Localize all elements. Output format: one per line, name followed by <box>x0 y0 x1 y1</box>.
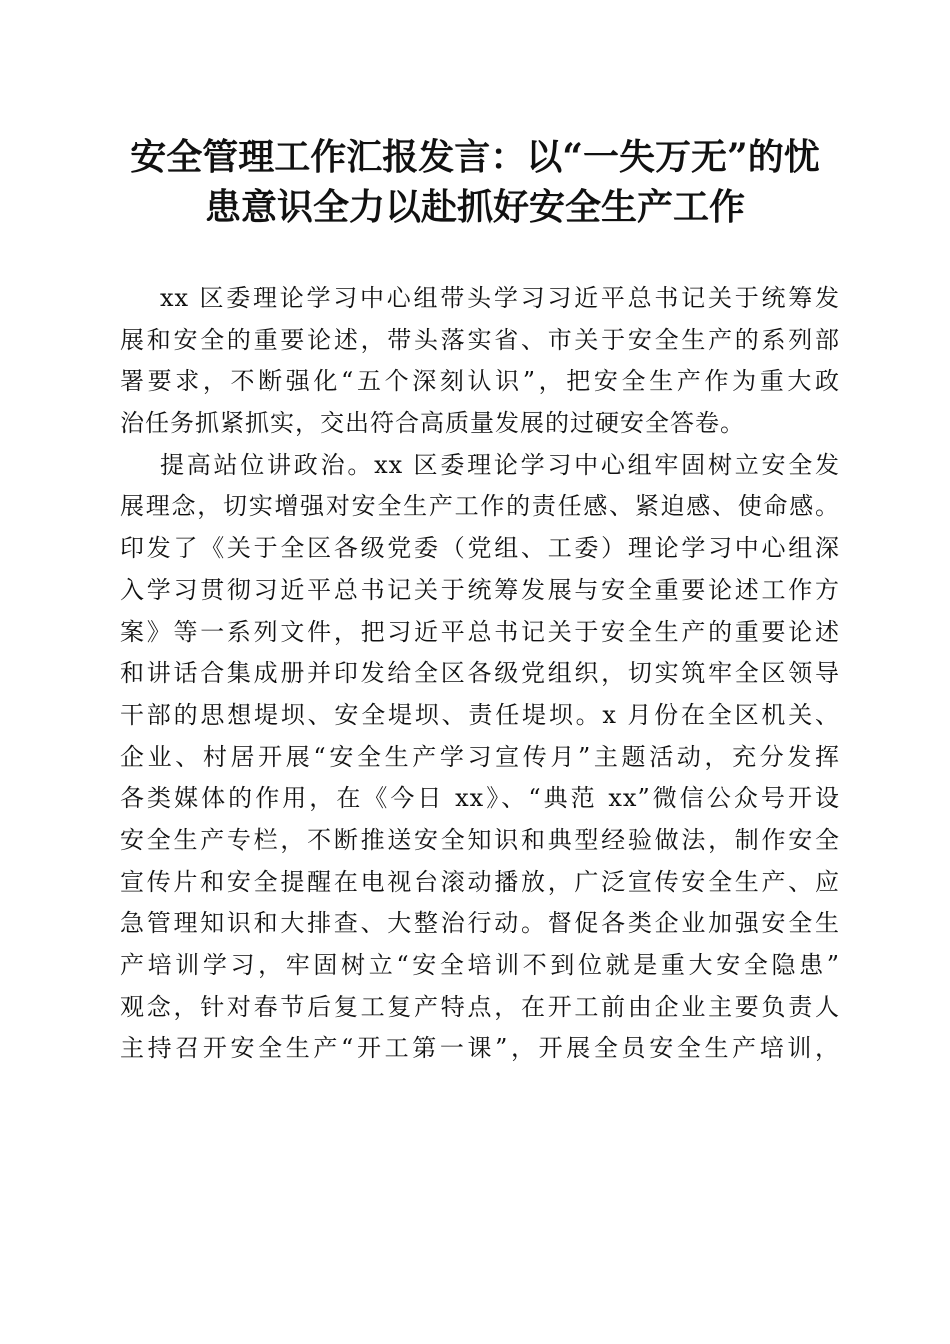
paragraph-line: 各类媒体的作用，在《今日 xx》、“典范 xx”微信公众号开设 <box>120 784 840 813</box>
document-title <box>100 132 850 232</box>
paragraph-line: 企业、村居开展“安全生产学习宣传月”主题活动，充分发挥 <box>120 742 840 771</box>
paragraph-line: 入学习贯彻习近平总书记关于统筹发展与安全重要论述工作方 <box>120 575 840 604</box>
title-line-2: 患意识全力以赴抓好安全生产工作 <box>204 186 745 228</box>
paragraph-line: 观念，针对春节后复工复产特点，在开工前由企业主要负责人 <box>120 992 840 1021</box>
paragraph-line: 治任务抓紧抓实，交出符合高质量发展的过硬安全答卷。 <box>120 409 745 438</box>
paragraph-line: 产培训学习，牢固树立“安全培训不到位就是重大安全隐患” <box>120 951 840 979</box>
paragraph-line: 主持召开安全生产“开工第一课”，开展全员安全生产培训， <box>120 1034 840 1063</box>
paragraph-line: 宣传片和安全提醒在电视台滚动播放，广泛宣传安全生产、应 <box>120 867 840 896</box>
paragraph-line: 印发了《关于全区各级党委（党组、工委）理论学习中心组深 <box>120 534 840 563</box>
paragraph-line: 提高站位讲政治。xx 区委理论学习中心组牢固树立安全发 <box>160 450 840 479</box>
paragraph-line: 案》等一系列文件，把习近平总书记关于安全生产的重要论述 <box>120 617 840 646</box>
paragraph-line: 急管理知识和大排查、大整治行动。督促各类企业加强安全生 <box>120 909 840 938</box>
document-body <box>120 278 840 1070</box>
paragraph-line: 署要求，不断强化“五个深刻认识”，把安全生产作为重大政 <box>120 367 840 396</box>
paragraph-2 <box>120 445 840 1070</box>
paragraph-line: xx 区委理论学习中心组带头学习习近平总书记关于统筹发 <box>160 284 840 312</box>
paragraph-line: 展和安全的重要论述，带头落实省、市关于安全生产的系列部 <box>120 325 840 354</box>
title-line-1: 安全管理工作汇报发言：以“一失万无”的忧 <box>130 136 820 178</box>
paragraph-line: 展理念，切实增强对安全生产工作的责任感、紧迫感、使命感。 <box>120 492 840 521</box>
paragraph-1 <box>120 278 840 445</box>
paragraph-line: 和讲话合集成册并印发给全区各级党组织，切实筑牢全区领导 <box>120 659 840 688</box>
paragraph-line: 安全生产专栏，不断推送安全知识和典型经验做法，制作安全 <box>120 825 840 854</box>
paragraph-line: 干部的思想堤坝、安全堤坝、责任堤坝。x 月份在全区机关、 <box>120 700 840 729</box>
